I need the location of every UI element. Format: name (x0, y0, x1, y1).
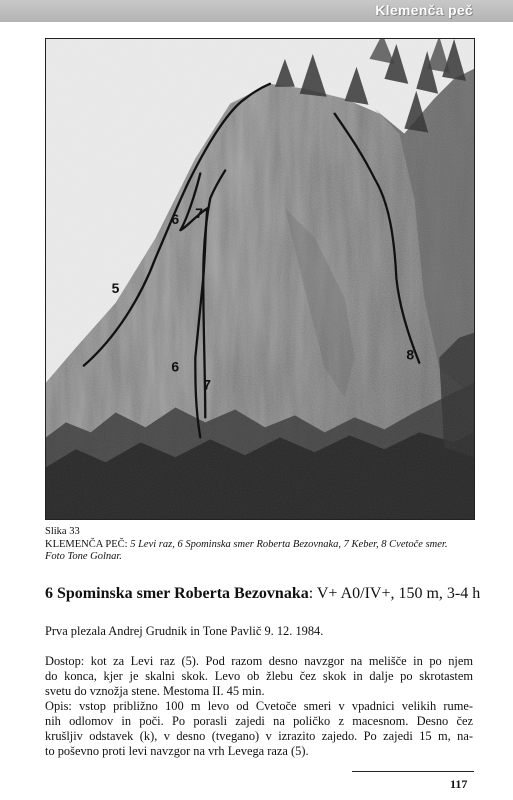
first-ascent-paragraph (45, 624, 473, 639)
cliff-photo-graphic (46, 39, 474, 519)
caption-text (45, 539, 485, 552)
chapter-title: Klemenča peč (375, 2, 473, 18)
route-label-7-bottom: 7 (203, 376, 212, 393)
first-ascent-line: Prva plezala Andrej Grudnik in Tone Pavlič 9. 12. 1984. (45, 624, 324, 638)
route-grade: : V+ A0/IV+, 150 m, 3-4 h (308, 585, 481, 602)
route-label-6-top: 6 (171, 211, 180, 228)
figure-number: Slika 33 (45, 526, 80, 537)
route-name: 6 Spominska smer Roberta Bezovnaka (45, 585, 309, 602)
caption-place: KLEMENČA PEČ: (45, 538, 128, 550)
cliff-photo (45, 38, 475, 520)
body-line: Dostop: kot za Levi raz (5). Pod razom desno navzgor na melišče in po njem (45, 654, 473, 668)
footer-rule (352, 771, 474, 772)
body-line: krušljiv odstavek (k), v desno (tvegano) v izrazito zajedo. Po zajedi 15 m, na- (45, 729, 473, 743)
route-label-7-top: 7 (195, 205, 204, 222)
body-line: Opis: vstop približno 100 m levo od Cvetoče smeri v vpadnici velikih rume- (45, 699, 473, 713)
photo-credit: Foto Tone Golnar. (45, 551, 122, 562)
route-label-5: 5 (111, 279, 120, 296)
body-line: do konca, kjer je skalni skok. Levo ob žlebu čez skok in dalje po skrotastem (45, 669, 473, 683)
body-line: nih odlomov in poči. Po porasli zajedi na poličko z macesnom. Desno čez (45, 714, 473, 728)
route-label-6-bottom: 6 (171, 358, 180, 375)
caption-routes: 5 Levi raz, 6 Spominska smer Roberta Bezovnaka, 7 Keber, 8 Cvetoče smer. (130, 538, 448, 550)
route-label-8: 8 (406, 346, 415, 363)
description-paragraph (45, 654, 473, 759)
photo-caption (45, 526, 485, 564)
body-line: to poševno proti levi navzgor na vrh Levega raza (5). (45, 744, 309, 758)
running-header (0, 0, 513, 22)
body-line: svetu do vznožja stene. Mestoma II. 45 min. (45, 684, 265, 698)
route-heading (45, 584, 485, 603)
page-number: 117 (450, 777, 468, 791)
